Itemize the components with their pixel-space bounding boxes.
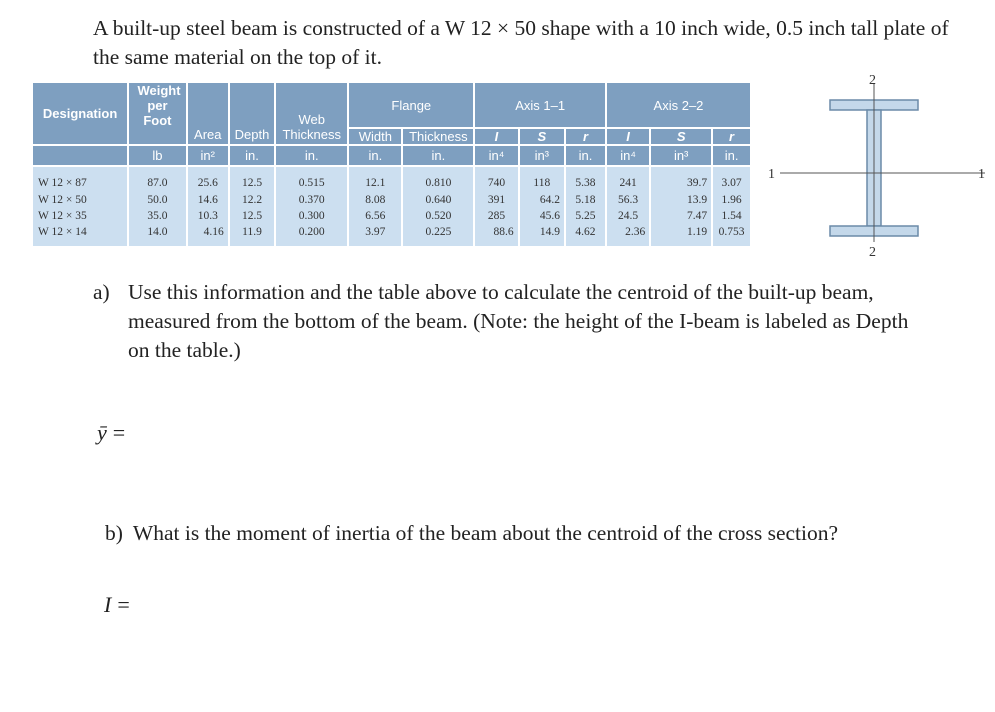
- table-units-row: [33, 145, 751, 166]
- table-cell: 0.753: [712, 223, 751, 246]
- header-weight-spacer: [128, 128, 187, 145]
- table-cell: 24.5: [606, 208, 650, 224]
- table-cell: 6.56: [348, 208, 402, 224]
- table-cell: 39.7: [650, 166, 712, 192]
- table-cell: 5.18: [565, 192, 606, 208]
- header-web-thickness: Web Thickness: [275, 83, 348, 145]
- wide-flange-properties-table: [33, 83, 752, 246]
- table-cell: 0.225: [402, 223, 474, 246]
- row-designation: W 12 × 87: [33, 166, 128, 192]
- header-axis-1-1: Axis 1–1: [474, 83, 606, 128]
- table-cell: 740: [474, 166, 518, 192]
- table-cell: 12.1: [348, 166, 402, 192]
- unit-cell: in.: [348, 145, 402, 166]
- table-row: [33, 208, 751, 224]
- units-designation-blank: [33, 145, 128, 166]
- table-cell: 1.96: [712, 192, 751, 208]
- header-flange: Flange: [348, 83, 474, 128]
- table-cell: 12.2: [229, 192, 275, 208]
- header-area: Area: [187, 83, 229, 145]
- table-cell: 12.5: [229, 208, 275, 224]
- unit-cell: in.: [402, 145, 474, 166]
- header-axis22-r: r: [712, 128, 751, 145]
- table-cell: 14.9: [519, 223, 565, 246]
- question-a-text: Use this information and the table above to calculate the centroid of the built-up beam, measured from the bottom of the beam. (Note: the height of the I-beam is labeled as Depth on the table.): [128, 280, 909, 362]
- table-cell: 5.38: [565, 166, 606, 192]
- table-cell: 4.16: [187, 223, 229, 246]
- axis-label-right: 1: [978, 167, 985, 182]
- table-cell: 13.9: [650, 192, 712, 208]
- unit-cell: in³: [650, 145, 712, 166]
- unit-cell: in.: [712, 145, 751, 166]
- table-cell: 14.6: [187, 192, 229, 208]
- table-cell: 0.200: [275, 223, 348, 246]
- table-cell: 7.47: [650, 208, 712, 224]
- table-cell: 10.3: [187, 208, 229, 224]
- header-flange-thickness: Thickness: [402, 128, 474, 145]
- question-a-label: a): [93, 280, 110, 304]
- unit-cell: in³: [519, 145, 565, 166]
- unit-cell: in.: [565, 145, 606, 166]
- table-cell: 5.25: [565, 208, 606, 224]
- table-cell: 56.3: [606, 192, 650, 208]
- header-axis22-I: I: [606, 128, 650, 145]
- row-designation: W 12 × 35: [33, 208, 128, 224]
- header-weight-per-foot-text: Weight per Foot: [137, 83, 181, 128]
- question-b: [105, 521, 838, 546]
- header-axis22-S: S: [650, 128, 712, 145]
- table-cell: 3.07: [712, 166, 751, 192]
- table-row: [33, 192, 751, 208]
- header-depth: Depth: [229, 83, 275, 145]
- table-cell: 11.9: [229, 223, 275, 246]
- table-cell: 2.36: [606, 223, 650, 246]
- table-cell: 391: [474, 192, 518, 208]
- header-axis-2-2: Axis 2–2: [606, 83, 751, 128]
- table-cell: 285: [474, 208, 518, 224]
- axis-label-left: 1: [768, 167, 775, 182]
- table-cell: 50.0: [128, 192, 187, 208]
- moment-of-inertia-answer: [104, 592, 130, 618]
- unit-cell: in.: [275, 145, 348, 166]
- inertia-symbol: I: [104, 592, 112, 617]
- table-header-row-1: [33, 83, 751, 128]
- table-row: [33, 166, 751, 192]
- i-beam-cross-section-diagram: [760, 70, 990, 260]
- question-b-label: b): [105, 521, 123, 545]
- table-cell: 64.2: [519, 192, 565, 208]
- table-cell: 1.54: [712, 208, 751, 224]
- table-cell: 0.520: [402, 208, 474, 224]
- table-cell: 0.300: [275, 208, 348, 224]
- row-designation: W 12 × 50: [33, 192, 128, 208]
- table-cell: 14.0: [128, 223, 187, 246]
- table-header-row-2: [33, 128, 751, 145]
- table-cell: 25.6: [187, 166, 229, 192]
- table-cell: 0.810: [402, 166, 474, 192]
- table-cell: 241: [606, 166, 650, 192]
- table-cell: 12.5: [229, 166, 275, 192]
- unit-cell: in⁴: [606, 145, 650, 166]
- unit-cell: in²: [187, 145, 229, 166]
- table-cell: 8.08: [348, 192, 402, 208]
- axis-label-bottom: 2: [869, 245, 876, 260]
- header-designation: Designation: [33, 83, 128, 145]
- table-cell: 1.19: [650, 223, 712, 246]
- header-axis11-S: S: [519, 128, 565, 145]
- table-cell: 87.0: [128, 166, 187, 192]
- unit-cell: in⁴: [474, 145, 518, 166]
- question-b-text: What is the moment of inertia of the beam about the centroid of the cross section?: [132, 521, 839, 545]
- table-cell: 3.97: [348, 223, 402, 246]
- table-cell: 35.0: [128, 208, 187, 224]
- unit-cell: in.: [229, 145, 275, 166]
- header-axis11-I: I: [474, 128, 518, 145]
- centroid-answer: [97, 420, 125, 446]
- row-designation: W 12 × 14: [33, 223, 128, 246]
- inertia-equals: =: [117, 592, 130, 617]
- table-cell: 45.6: [519, 208, 565, 224]
- table-cell: 0.370: [275, 192, 348, 208]
- axis-label-top: 2: [869, 73, 876, 88]
- table-cell: 0.640: [402, 192, 474, 208]
- table-cell: 4.62: [565, 223, 606, 246]
- table-cell: 88.6: [474, 223, 518, 246]
- table-row: [33, 223, 751, 246]
- centroid-symbol: ȳ: [97, 420, 107, 445]
- problem-statement: A built-up steel beam is constructed of a W 12 × 50 shape with a 10 inch wide, 0.5 inch tall plate of the same material on the top of it.: [93, 16, 949, 69]
- centroid-equals: =: [112, 420, 126, 445]
- unit-cell: lb: [128, 145, 187, 166]
- header-weight-per-foot: [128, 83, 187, 128]
- table-cell: 118: [519, 166, 565, 192]
- header-flange-width: Width: [348, 128, 402, 145]
- header-axis11-r: r: [565, 128, 606, 145]
- table-cell: 0.515: [275, 166, 348, 192]
